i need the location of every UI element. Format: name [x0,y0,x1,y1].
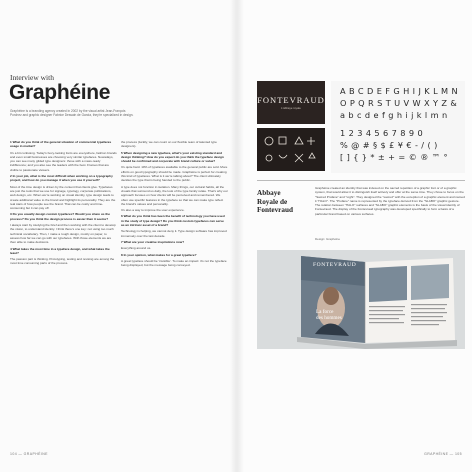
circle-icon [265,137,273,145]
cross-icon [295,154,303,162]
plus-icon [307,137,315,145]
brochure-photo [257,250,465,349]
triangle-icon [295,137,303,144]
page-folio-left: 104 — GRAPHÉINE [10,452,48,456]
answer: I always start by studying the brief and then working with the client to develop the vision, to understand identity. I think there's one key: not using too much technical vocabulary. Then, I make a rough design, mostly on paper, to assess how far we can go with our typefaces. With those elements we are then able to make decisions. [10,223,116,245]
answer: Everything around us. [121,246,152,251]
answer: the process (luckily, we can count on our flexible team of talented type designers). [121,140,217,149]
answer: Technology is helping, we cannot deny it. Type design software has improved immensely over the last decade. [121,229,227,238]
pictogram-tile [257,128,325,171]
case-title-line: Fontevraud [257,206,293,215]
arrow-icon [309,153,315,158]
brochure-headline [316,310,342,322]
specimen-row: 1234567890 [340,128,427,138]
specimen-row: ABCDEFGHIJKLMN [340,86,462,96]
question: 1 What do you think of the general situation of commercial typefaces usage in market? [10,140,112,149]
specimen-row: abcdefghijklmn [340,110,451,120]
answer: Most of the time design is driven by the content that clients give. Typefaces are just the tools that we use for signage, typology, corporate publications, web design, etc. When we're working on visual identity, type design leads to create additional value to the brand and highlight its personality. They are the real stars of how people see the brand. That can be costly and time-consuming but it can pay off. [10,184,116,211]
logo-wordmark: FONTEVRAUD [257,95,325,105]
question: 4 What takes the most time in a typeface design, and what takes the least? [10,246,110,255]
case-credit: Design: Graphéine [315,237,341,241]
answer: The passion part is thinking. Prototyping, testing and revising are among the most time consuming parts of the process. [10,257,115,266]
pictogram-icons [257,128,325,171]
arc-icon [279,155,287,158]
case-study-title [257,189,315,215]
right-page [236,0,472,472]
interview-column-1 [10,140,117,268]
answer: It's also a way to improve the user experience. [121,208,185,213]
question: 3 Do you usually design custom typefaces? Would you share us the process? Do you think the design process is easier than it seems? [10,212,110,221]
specimen-row: %@#§$£¥€-/() [340,140,441,150]
answer: It's a bit confusing. Today's boxy-looking fonts are everywhere, fashion brands and even small businesses are choosing very similar typefaces. Nowadays, you can see many gilded type designers: those with a mass-ready indifference; and you also see the leaders with the best. Frames that are visible to passionate viewers. [10,150,117,172]
article-kicker: Interview with [10,73,54,82]
case-study-body: Graphéine created an identity that was indexed on the sacred repetition of a graphic font or of a graphic system, that would allow it to distinguish itself actively and offer at the same time. They chose to focus on the "Sacred Profane" and "Light". They designed the "sacred" with the exception of a graphic element and named it "HALO". The "Profane" name is represented by the typeface derived from the "SLABO" graphic gesture. The relation between "HALO" surfaces and "SLABO" graphic elements is the basis of the visual identity of Fontevraud. The display of the Fontevraud typography was developed specifically to form a basis of a particular brand based on various surfaces. [315,186,465,216]
square-icon [279,137,286,144]
specimen-row: OPQRSTUVWXYZ& [340,98,461,108]
brochure-title: FONTEVRAUD [313,262,357,268]
interview-column-2 [121,140,228,269]
specimen-row: []{}*±+=©®™° [340,152,451,162]
answer: A great typeface should be 'invisible'. To make an impact: it's not the typeface being displayed, but the message being conveyed. [121,258,227,268]
article-title: Graphéine [9,81,111,104]
question: 5 When designing a new typeface, what's your existing standard and design thinking? How do you expect do you think the typeface design should be confirmed and corporate with brand culture or value? [121,150,224,164]
question: 8 In your opinion, what makes for a great typeface? [121,252,197,257]
article-intro: Graphéine is a branding agency created in 2002 by the visual artist Jean-François Porchez and graphic designer Fabrice Dessain de Garcia, they're specialized in design. [10,109,134,118]
question: 6 What do you think has been the benefit of technology you have used in the study of type design? Do you think custom typefaces can serve as an intrinsic asset of a brand? [121,214,225,228]
case-title-line: Royale de [257,197,288,206]
answer: It's quite hard. 10% of typefaces available to the general public are sold. More efforts on good typography should be made. Graphéine is perfect for creating this kind of typefaces. What is it we're talking about? The client ultimately decides the type that is being handed to the public. [121,165,228,183]
brochure-headline-line: La force [316,309,334,315]
section-divider [257,180,465,181]
case-title-line: Abbaye [257,189,281,197]
brochure-illustration [257,250,465,349]
spine-gutter [230,0,244,472]
question: 2 In your job, what is the most difficult when working on a typography project, and how do you manage it when you use it yourself? [10,174,113,183]
dot-icon [266,155,272,161]
logo-tagline: L'abbaye royale [281,106,301,110]
fontevraud-logo-tile [257,81,325,124]
page-folio-right: GRAPHÉINE — 105 [424,452,462,456]
brochure-headline-line: des hommes [316,314,342,321]
answer: A type does not function in isolation. Many things, our cultural habits, all the visuals that surround us daily, the look of the type family relate. That's why our approach focuses on how clients will be perceived and remembered. We often use specific features in the typeface so that we can make type reflect the brand's values and personality. [121,184,228,206]
question: 7 What are your creative inspirations now? [121,239,185,244]
